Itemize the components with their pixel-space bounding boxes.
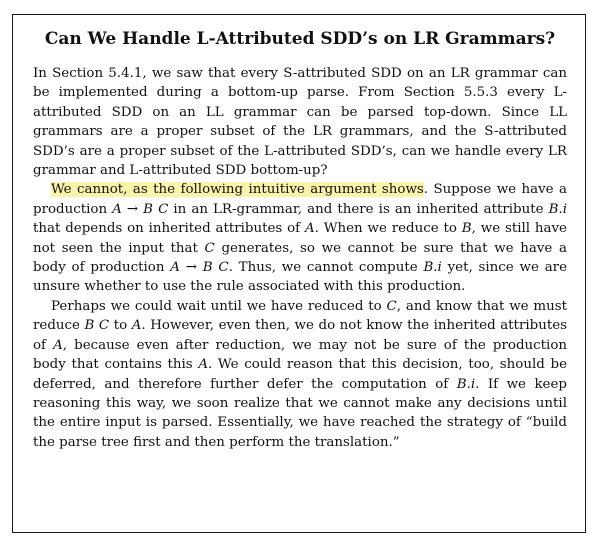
math-expression: B <box>461 221 472 237</box>
math-expression: B C <box>84 318 110 334</box>
math-expression: A <box>304 221 315 237</box>
math-expression: A → B C <box>170 260 229 276</box>
box-title: Can We Handle L-Attributed SDD’s on LR Grammars? <box>44 29 556 49</box>
math-expression: C <box>386 298 397 314</box>
paragraph-deferral <box>33 297 567 452</box>
math-expression: B.i <box>456 376 476 392</box>
text-run: . If we keep reasoning this way, we soon realize that we cannot make any decisions until the entire input is parsed. Essentially, we have reached the strategy of “build the parse tree first and then perform the translation.” <box>33 376 567 450</box>
text-run: that depends on inherited attributes of <box>33 221 305 237</box>
paragraph-intro <box>33 64 567 180</box>
highlighted-text: We cannot, as the following intuitive argument shows <box>51 182 424 198</box>
text-run: . We could reason that this decision, too, should be deferred, and therefore further defer the computation of <box>33 357 567 392</box>
math-expression: A → B C <box>112 201 169 217</box>
math-expression: A <box>131 318 142 334</box>
text-run: generates, so we cannot be sure that we have a body of production <box>33 240 567 276</box>
text-run: In Section 5.4.1, we saw that every S-attributed SDD on an LR grammar can be implemented during a bottom-up parse. From Section 5.5.3 every L-attributed SDD on an LL grammar can be parsed top-down. Since LL grammars are a proper subset of the LR grammars, and the S-attributed SDD’s are a proper subset of the L-attributed SDD’s, can we handle every LR grammar and L-attributed SDD bottom-up? <box>33 66 567 179</box>
paragraph-argument <box>33 180 567 296</box>
text-run: , we still have not seen the input that <box>33 221 567 256</box>
text-run: , and know that we must reduce <box>33 298 567 334</box>
text-run: Perhaps we could wait until we have reduced to <box>51 298 387 314</box>
text-run: , because even after reduction, we may not be sure of the production body that contains this <box>33 337 567 373</box>
text-run: . However, even then, we do not know the inherited attributes of <box>33 318 567 353</box>
text-run: . Thus, we cannot compute <box>228 260 424 276</box>
math-expression: B.i <box>548 201 568 217</box>
text-run: yet, since we are unsure whether to use the rule associated with this production. <box>33 260 568 295</box>
text-run: . Suppose we have a production <box>33 182 567 217</box>
math-expression: C <box>204 240 215 256</box>
text-run: to <box>109 318 132 334</box>
math-expression: B.i <box>423 260 442 276</box>
text-run: in an LR-grammar, and there is an inherited attribute <box>168 201 549 217</box>
sidebar-box <box>12 14 586 533</box>
math-expression: A <box>53 337 63 353</box>
math-expression: A <box>198 357 208 373</box>
text-run: . When we reduce to <box>314 221 462 237</box>
